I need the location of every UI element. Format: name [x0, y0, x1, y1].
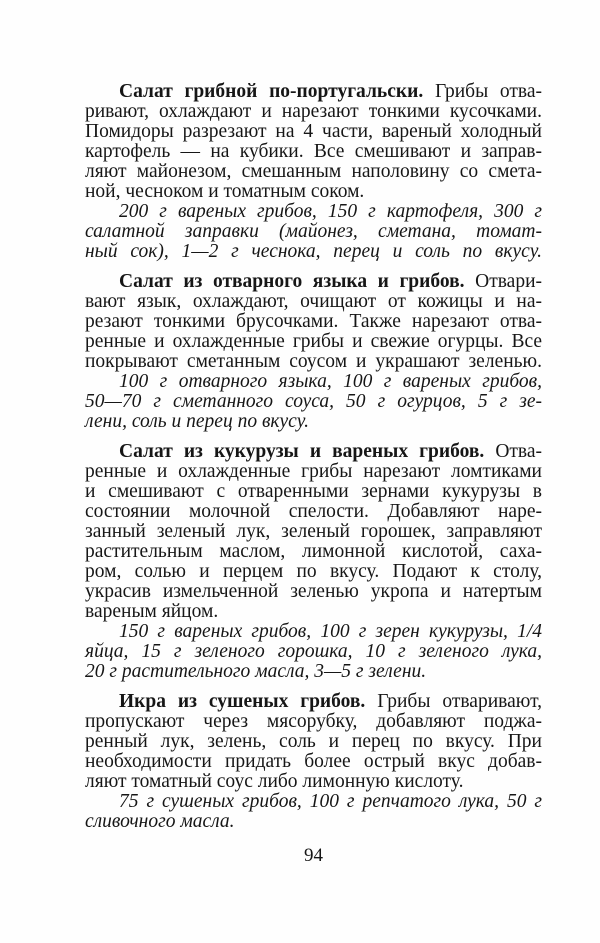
recipe-title: Салат из отварного языка и грибов. [119, 271, 465, 292]
recipe-body-line: ром, солью и перцем по вкусу. Подают к столу, [85, 561, 542, 582]
recipe-ingredients-line: 150 г вареных грибов, 100 г зерен кукурузы, 1/4 [119, 621, 542, 642]
recipe-body-line: ной, чесноком и томатным соком. [85, 181, 365, 202]
recipe-body-line: занный зеленый лук, зеленый горошек, заправляют [85, 521, 542, 542]
recipe-body-line: Помидоры разрезают на 4 части, вареный холодный [85, 121, 542, 142]
recipe-heading-line [85, 272, 542, 292]
recipe-body-line: ляют томатный соус либо лимонную кислоту. [85, 771, 464, 792]
recipe-ingredients-line: 200 г вареных грибов, 150 г картофеля, 300 г [119, 201, 542, 222]
recipe-heading-line [85, 442, 542, 462]
recipe-body-line: ренные и охлажденные грибы и свежие огурцы. Все [85, 331, 542, 352]
recipe-title: Салат грибной по-португальски. [119, 81, 424, 102]
recipe-body-line: ляют майонезом, смешанным наполовину со смета- [85, 161, 542, 182]
recipe-ingredients-line: салатной заправки (майонез, сметана, томат- [85, 221, 542, 242]
recipe-body-start: Отвари- [475, 271, 543, 292]
recipe-body-line: ренные и охлажденные грибы нарезают ломтиками [85, 461, 542, 482]
recipe-body-line: покрывают сметанным соусом и украшают зеленью. [85, 351, 542, 372]
recipe-title: Салат из кукурузы и вареных грибов. [119, 441, 485, 462]
recipe-ingredients-line: 100 г отварного языка, 100 г вареных грибов, [119, 371, 542, 392]
recipe-body-line: и смешивают с отваренными зернами кукурузы в [85, 481, 542, 502]
recipe-section [85, 692, 542, 832]
recipe-ingredients-line: ный сок), 1—2 г чеснока, перец и соль по вкусу. [85, 241, 542, 262]
recipe-heading-line [85, 692, 542, 712]
recipe-ingredients-line: 20 г растительного масла, 3—5 г зелени. [85, 661, 427, 682]
recipe-section [85, 442, 542, 682]
recipe-body-line: ренный лук, зелень, соль и перец по вкусу. При [85, 731, 542, 752]
recipe-title: Икра из сушеных грибов. [119, 691, 366, 712]
page-number: 94 [304, 845, 323, 866]
recipe-body-line: резают тонкими брусочками. Также нарезают отва- [85, 311, 542, 332]
recipe-body-line: состоянии молочной спелости. Добавляют наре- [85, 501, 542, 522]
recipe-ingredients-line: сливочного масла. [85, 811, 235, 832]
recipe-body-line: вареным яйцом. [85, 601, 219, 622]
recipe-body-start: Отва- [495, 441, 543, 462]
recipe-section [85, 82, 542, 262]
text-column [85, 82, 542, 832]
recipe-body-line: пропускают через мясорубку, добавляют поджа- [85, 711, 542, 732]
recipe-body-line: растительным маслом, лимонной кислотой, саха- [85, 541, 542, 562]
recipe-ingredients-line: 75 г сушеных грибов, 100 г репчатого лука, 50 г [119, 791, 542, 812]
recipe-ingredients-line: 50—70 г сметанного соуса, 50 г огурцов, 5 г зе- [85, 391, 542, 412]
recipe-body-line: необходимости придать более острый вкус добав- [85, 751, 542, 772]
recipe-body-line: вают язык, охлаждают, очищают от кожицы и на- [85, 291, 542, 312]
recipe-body-start: Грибы отва- [434, 81, 543, 102]
recipe-ingredients-line: яйца, 15 г зеленого горошка, 10 г зеленого лука, [85, 641, 542, 662]
recipe-section [85, 272, 542, 432]
recipe-body-line: ривают, охлаждают и нарезают тонкими кусочками. [85, 101, 542, 122]
recipe-body-start: Грибы отваривают, [377, 691, 542, 712]
recipe-body-line: украсив измельченной зеленью укропа и натертым [85, 581, 542, 602]
recipe-ingredients-line: лени, соль и перец по вкусу. [85, 411, 310, 432]
recipe-body-line: картофель — на кубики. Все смешивают и заправ- [85, 141, 542, 162]
recipe-heading-line [85, 82, 542, 102]
